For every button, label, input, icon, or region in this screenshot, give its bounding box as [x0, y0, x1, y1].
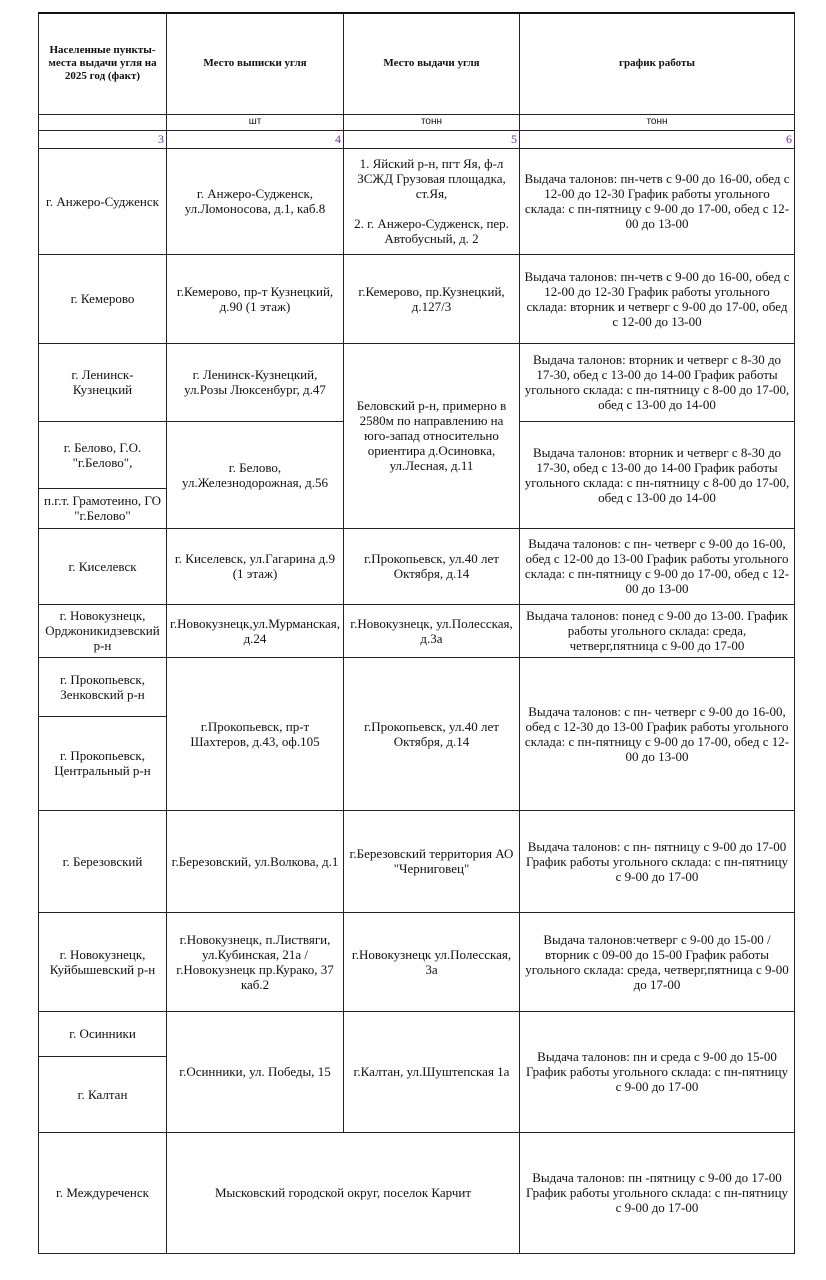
- schedule-cell: Выдача талонов: вторник и четверг с 8-30 до 17-30, обед с 13-00 до 14-00 График работы угольного склада: с пн-пятницу с 8-00 до 17-00, обед с 13-00 до 14-00: [520, 343, 795, 421]
- settlement-cell: г. Междуреченск: [39, 1132, 167, 1253]
- table-row: [39, 1011, 795, 1056]
- settlement-cell: п.г.т. Грамотеино, ГО "г.Белово": [39, 488, 167, 528]
- column-number-2: 4: [167, 130, 344, 148]
- table-row: [39, 148, 795, 254]
- table-row: [39, 604, 795, 657]
- schedule-cell: Выдача талонов: пн-четв с 9-00 до 16-00, обед с 12-00 до 12-30 График работы угольного склада: с пн-пятницу с 9-00 до 17-00, обед с 12-00 до 13-00: [520, 148, 795, 254]
- settlement-cell: г. Новокузнецк, Орджоникидзевский р-н: [39, 604, 167, 657]
- header-issue-place: Место выписки угля: [167, 13, 344, 114]
- coal-distribution-table: [38, 12, 795, 1254]
- issue-place-cell: г. Киселевск, ул.Гагарина д.9 (1 этаж): [167, 528, 344, 604]
- header-pickup-place: Место выдачи угля: [344, 13, 520, 114]
- pickup-place-item-1: 1. Яйский р-н, пгт Яя, ф-л ЗСЖД Грузовая площадка, ст.Яя,: [357, 156, 506, 201]
- issue-place-cell: г.Прокопьевск, пр-т Шахтеров, д.43, оф.105: [167, 657, 344, 810]
- settlement-cell: г. Прокопьевск, Зенковский р-н: [39, 657, 167, 716]
- schedule-cell: Выдача талонов: понед с 9-00 до 13-00. График работы угольного склада: среда, четверг,пятница с 9-00 до 17-00: [520, 604, 795, 657]
- issue-place-cell: г. Анжеро-Судженск, ул.Ломоносова, д.1, каб.8: [167, 148, 344, 254]
- unit-cell-3: тонн: [344, 114, 520, 130]
- table-row: [39, 254, 795, 343]
- issue-place-cell: г.Новокузнецк, п.Листвяги, ул.Кубинская, 21а / г.Новокузнецк пр.Курако, 37 каб.2: [167, 912, 344, 1011]
- table-row: [39, 1132, 795, 1253]
- pickup-place-cell: Беловский р-н, примерно в 2580м по направлению на юго-запад относительно ориентира д.Осиновка, ул.Лесная, д.11: [344, 343, 520, 528]
- pickup-place-cell: г.Новокузнецк ул.Полесская, 3а: [344, 912, 520, 1011]
- pickup-place-cell: г.Березовский территория АО "Черниговец": [344, 810, 520, 912]
- pickup-place-cell: г.Новокузнецк, ул.Полесская, д.3а: [344, 604, 520, 657]
- unit-cell-4: тонн: [520, 114, 795, 130]
- settlement-cell: г. Анжеро-Судженск: [39, 148, 167, 254]
- pickup-place-cell: г.Прокопьевск, ул.40 лет Октября, д.14: [344, 657, 520, 810]
- settlement-cell: г. Киселевск: [39, 528, 167, 604]
- schedule-cell: Выдача талонов: пн -пятницу с 9-00 до 17-00 График работы угольного склада: с пн-пятницу с 9-00 до 17-00: [520, 1132, 795, 1253]
- table-row: [39, 528, 795, 604]
- schedule-cell: Выдача талонов: с пн- четверг с 9-00 до 16-00, обед с 12-30 до 13-00 График работы угольного склада: с пн-пятницу с 9-00 до 17-00, обед с 12-00 до 13-00: [520, 657, 795, 810]
- column-number-4: 6: [520, 130, 795, 148]
- settlement-cell: г. Белово, Г.О. "г.Белово",: [39, 421, 167, 488]
- pickup-place-cell: г.Кемерово, пр.Кузнецкий, д.127/3: [344, 254, 520, 343]
- header-schedule: график работы: [520, 13, 795, 114]
- unit-cell-1: [39, 114, 167, 130]
- header-settlements: Населенные пункты-места выдачи угля на 2025 год (факт): [39, 13, 167, 114]
- settlement-cell: г. Новокузнецк, Куйбышевский р-н: [39, 912, 167, 1011]
- pickup-place-cell: [344, 148, 520, 254]
- issue-place-cell: г.Кемерово, пр-т Кузнецкий, д.90 (1 этаж): [167, 254, 344, 343]
- table-row: [39, 810, 795, 912]
- pickup-place-cell: г.Калтан, ул.Шуштепская 1а: [344, 1011, 520, 1132]
- pickup-place-cell: г.Прокопьевск, ул.40 лет Октября, д.14: [344, 528, 520, 604]
- settlement-cell: г. Кемерово: [39, 254, 167, 343]
- table-row: [39, 912, 795, 1011]
- table-row: [39, 343, 795, 421]
- issue-place-cell: г.Осинники, ул. Победы, 15: [167, 1011, 344, 1132]
- pickup-place-item-2: 2. г. Анжеро-Судженск, пер. Автобусный, д. 2: [354, 216, 509, 246]
- issue-place-cell: г.Березовский, ул.Волкова, д.1: [167, 810, 344, 912]
- issue-place-cell: г. Белово, ул.Железнодорожная, д.56: [167, 421, 344, 528]
- issue-place-cell: г.Новокузнецк,ул.Мурманская, д.24: [167, 604, 344, 657]
- settlement-cell: г. Прокопьевск, Центральный р-н: [39, 716, 167, 810]
- settlement-cell: г. Калтан: [39, 1056, 167, 1132]
- schedule-cell: Выдача талонов: с пн- пятницу с 9-00 до 17-00 График работы угольного склада: с пн-пятницу с 9-00 до 17-00: [520, 810, 795, 912]
- column-number-1: 3: [39, 130, 167, 148]
- schedule-cell: Выдача талонов: с пн- четверг с 9-00 до 16-00, обед с 12-00 до 13-00 График работы угольного склада: с пн-пятницу с 9-00 до 17-00, обед с 12-00 до 13-00: [520, 528, 795, 604]
- unit-cell-2: шт: [167, 114, 344, 130]
- settlement-cell: г. Березовский: [39, 810, 167, 912]
- schedule-cell: Выдача талонов: пн-четв с 9-00 до 16-00, обед с 12-00 до 12-30 График работы угольного склада: вторник и четверг с 9-00 до 17-00, обед с 12-00 до 13-00: [520, 254, 795, 343]
- schedule-cell: Выдача талонов: вторник и четверг с 8-30 до 17-30, обед с 13-00 до 14-00 График работы угольного склада: с пн-пятницу с 8-00 до 17-00, обед с 13-00 до 14-00: [520, 421, 795, 528]
- issue-and-pickup-cell: Мысковский городской округ, поселок Карчит: [167, 1132, 520, 1253]
- settlement-cell: г. Ленинск-Кузнецкий: [39, 343, 167, 421]
- settlement-cell: г. Осинники: [39, 1011, 167, 1056]
- schedule-cell: Выдача талонов:четверг с 9-00 до 15-00 / вторник с 09-00 до 15-00 График работы угольного склада: среда, четверг,пятница с 9-00 до 17-00: [520, 912, 795, 1011]
- column-number-3: 5: [344, 130, 520, 148]
- issue-place-cell: г. Ленинск-Кузнецкий, ул.Розы Люксенбург, д.47: [167, 343, 344, 421]
- pickup-place-gap: [347, 201, 516, 216]
- table-row: [39, 657, 795, 716]
- schedule-cell: Выдача талонов: пн и среда с 9-00 до 15-00 График работы угольного склада: с пн-пятницу с 9-00 до 17-00: [520, 1011, 795, 1132]
